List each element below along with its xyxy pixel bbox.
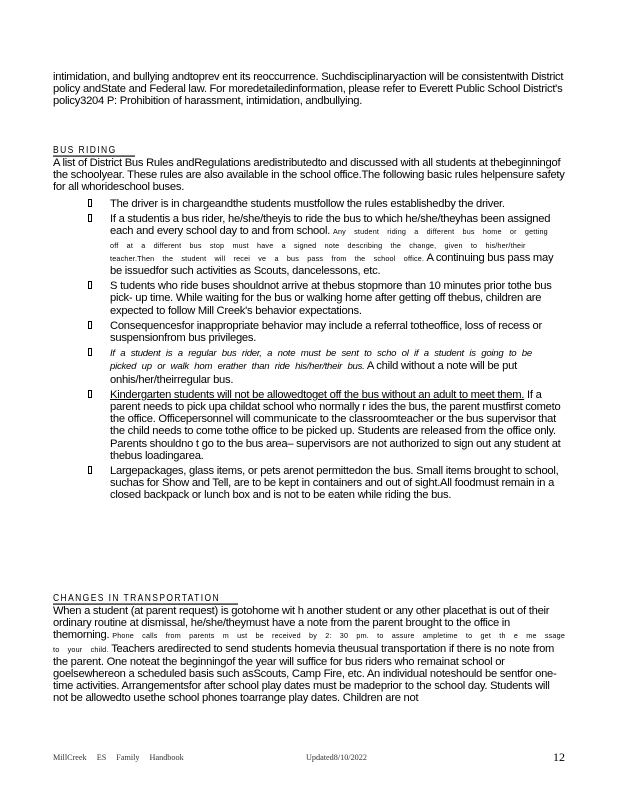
page-number: 12: [553, 750, 565, 764]
bus-rule-text: If a studentis a bus rider, he/she/theyis to ride the bus to which he/she/theyhas been assigned each and every school day to and from school.: [110, 213, 551, 238]
bus-rule-small-text: Any student riding a different bus home or getting off at a different bus stop must have a signed note describing the change, given to his/her/their teacher.Then the student will recei ve a bus pass from the school office.: [110, 227, 548, 263]
bus-riding-paragraph: [53, 157, 565, 194]
changes-text-b: Teachers aredirected to send students homevia theusual transportation if there is no note from the parent. One noteat the beginningof the year will suffice for bus riders who remainat school or goelsewhereon a scheduled basis such asScouts, Camp Fire, etc. An individual noteshould be sentfor one-time activities. Arrangementsfor after school play dates must be madeprior to the school day. Students will not be allowedto usethe school phones toarrange play dates. Children are not: [53, 642, 557, 705]
changes-paragraph: [53, 605, 565, 705]
bus-rule-underlined-text: Kindergarten students will not be allowedtoget off the bus without an adult to meet them.: [110, 388, 525, 401]
bullet-icon: [88, 199, 92, 207]
bus-rule-italic-text: If a student is a regular bus rider, a note must be sent to scho ol if a student is going to be picked up or walk hom erather than ride his/her/their bus.: [110, 348, 532, 373]
bus-rule-tail-text: A child without a note will be put onhis/her/theirregular bus.: [110, 360, 517, 386]
bullet-icon: [88, 281, 92, 289]
bullet-icon: [88, 214, 92, 222]
list-item: [82, 389, 562, 462]
bus-rules-list: [82, 198, 562, 505]
intro-text: intimidation, and bullying andtoprev ent its reoccurrence. Suchdisciplinaryaction will be consistentwith District policy andState and Federal law. For moredetailedinformation, please refer to Everett Public School District's policy3204 P: Prohibition of harassment, intimidation, andbullying.: [53, 71, 564, 108]
list-item: [82, 465, 562, 502]
list-item: [82, 347, 562, 386]
bus-rule-text: Largepackages, glass items, or pets arenot permittedon the bus. Small items brought to school, suchas for Show and Tell, are to be kept in containers and out of sight.All foodmust remain in a closed backpack or lunch box and is not to be eaten while riding the bus.: [110, 465, 559, 502]
bullet-icon: [88, 466, 92, 474]
changes-small-text: Phone calls from parents m ust be received by 2: 30 pm. to assure ampletime to get th e me ssage to your child.: [53, 631, 566, 654]
list-item: [82, 280, 562, 317]
list-item: [82, 213, 562, 277]
bus-rule-tail-text: A continuing bus pass may be issuedfor such activities as Scouts, dancelessons, etc.: [110, 251, 554, 278]
bus-riding-text: A list of District Bus Rules andRegulations aredistributedto and discussed with all students at thebeginningof the schoolyear. These rules are also available in the school office.The following basic rules helpensure safety for all whorideschool buses.: [53, 157, 565, 194]
footer-updated-date: Updated8/10/2022: [306, 753, 367, 762]
bus-rule-text: Consequencesfor inappropriate behavior may include a referral totheoffice, loss of recess or suspensionfrom bus privileges.: [110, 319, 542, 345]
bus-rule-text: S tudents who ride buses shouldnot arrive at thebus stopmore than 10 minutes prior tothe bus pick- up time. While waiting for the bus or walking home after getting off thebus, children are expected to follow Mill Creek's behavior expectations.: [110, 280, 552, 317]
list-item: [82, 198, 562, 210]
footer-title: MillCreek ES Family Handbook: [53, 753, 184, 762]
changes-text-a: When a student (at parent request) is gotohome wit h another student or any other placethat is out of their ordinary routine at dismissal, he/she/theymust have a note from the parent brought to the office in themorning.: [53, 605, 550, 642]
list-item: [82, 320, 562, 344]
bus-rule-text: If a parent needs to pick upa childat school who normally r ides the bus, the parent mustfirst cometo the office. Officepersonnel will communicate to the classroomteacher or the bus supervisor that the child needs to come tothe office to be picked up. Students are released from the office only. Parents shouldno t go to the bus area– supervisors are not authorized to sign out any student at thebus loadingarea.: [110, 388, 561, 462]
bus-riding-heading: BUS RIDING: [53, 144, 135, 157]
page-footer: [53, 751, 565, 765]
intro-paragraph: [53, 71, 565, 108]
changes-text: [53, 605, 565, 705]
bus-rule-text: The driver is in chargeandthe students mustfollow the rules establishedby the driver.: [110, 198, 505, 210]
changes-heading: CHANGES IN TRANSPORTATION: [53, 592, 238, 605]
bullet-icon: [88, 348, 92, 356]
bullet-icon: [88, 390, 92, 398]
bullet-icon: [88, 321, 92, 329]
